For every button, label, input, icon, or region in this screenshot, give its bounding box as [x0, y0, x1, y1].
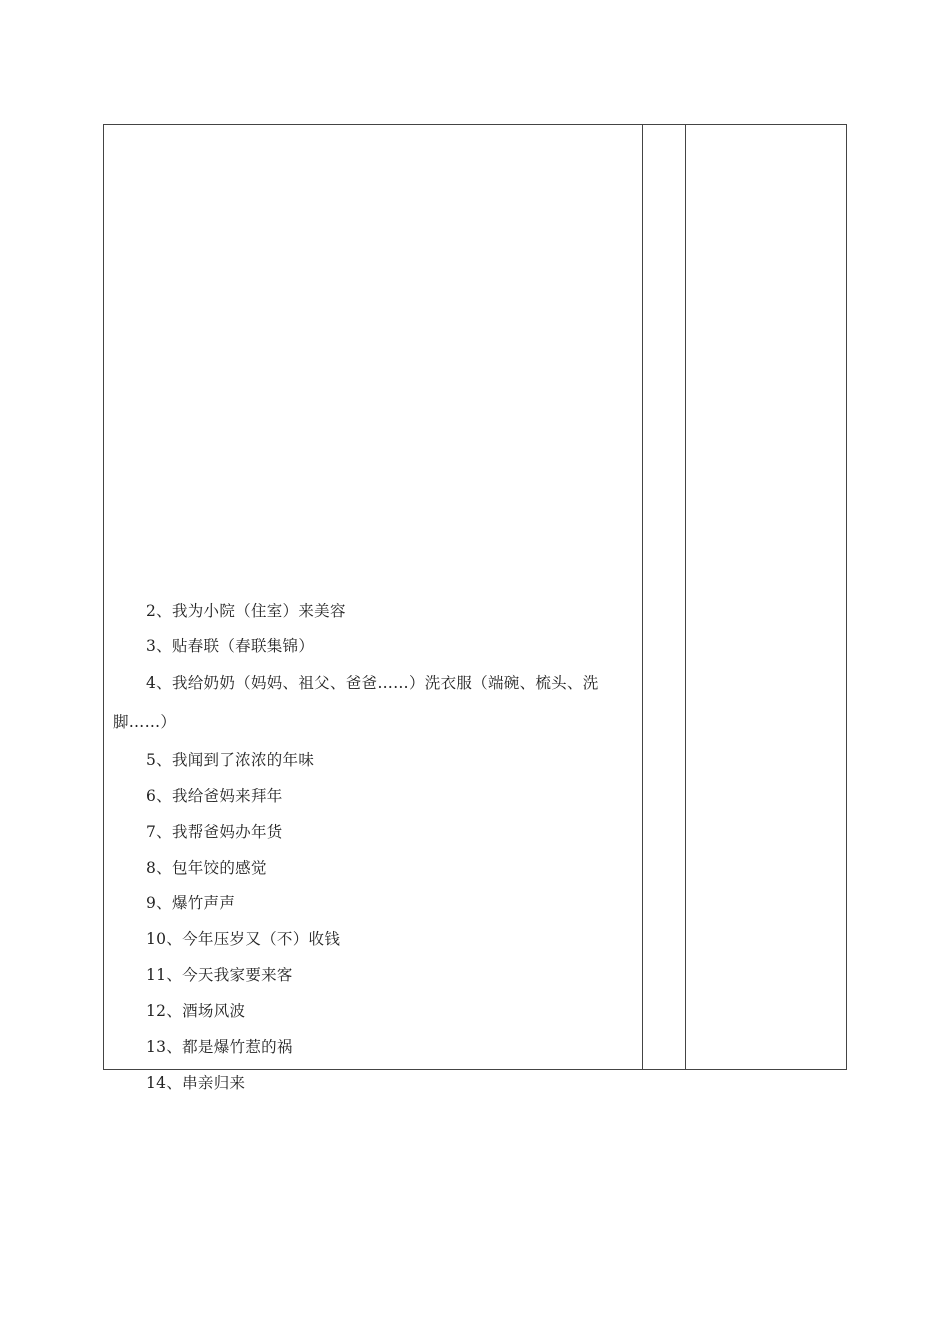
list-item: 8、包年饺的感觉: [146, 859, 267, 877]
list-item: 2、我为小院（住室）来美容: [146, 602, 346, 620]
list-item: 14、串亲归来: [146, 1074, 246, 1092]
list-item: 5、我闻到了浓浓的年味: [146, 751, 315, 769]
list-item: 3、贴春联（春联集锦）: [146, 637, 315, 655]
list-item: 11、今天我家要来客: [146, 966, 293, 984]
list-item: 4、我给奶奶（妈妈、祖父、爸爸……）洗衣服（端碗、梳头、洗: [146, 674, 599, 692]
list-item-continuation: 脚……）: [113, 713, 177, 731]
list-item: 9、爆竹声声: [146, 894, 236, 912]
list-item: 7、我帮爸妈办年货: [146, 823, 283, 841]
column-divider: [642, 125, 643, 1069]
list-item: 13、都是爆竹惹的祸: [146, 1038, 293, 1056]
list-item: 6、我给爸妈来拜年: [146, 787, 283, 805]
column-divider: [685, 125, 686, 1069]
list-item: 12、酒场风波: [146, 1002, 246, 1020]
list-item: 10、今年压岁又（不）收钱: [146, 930, 341, 948]
